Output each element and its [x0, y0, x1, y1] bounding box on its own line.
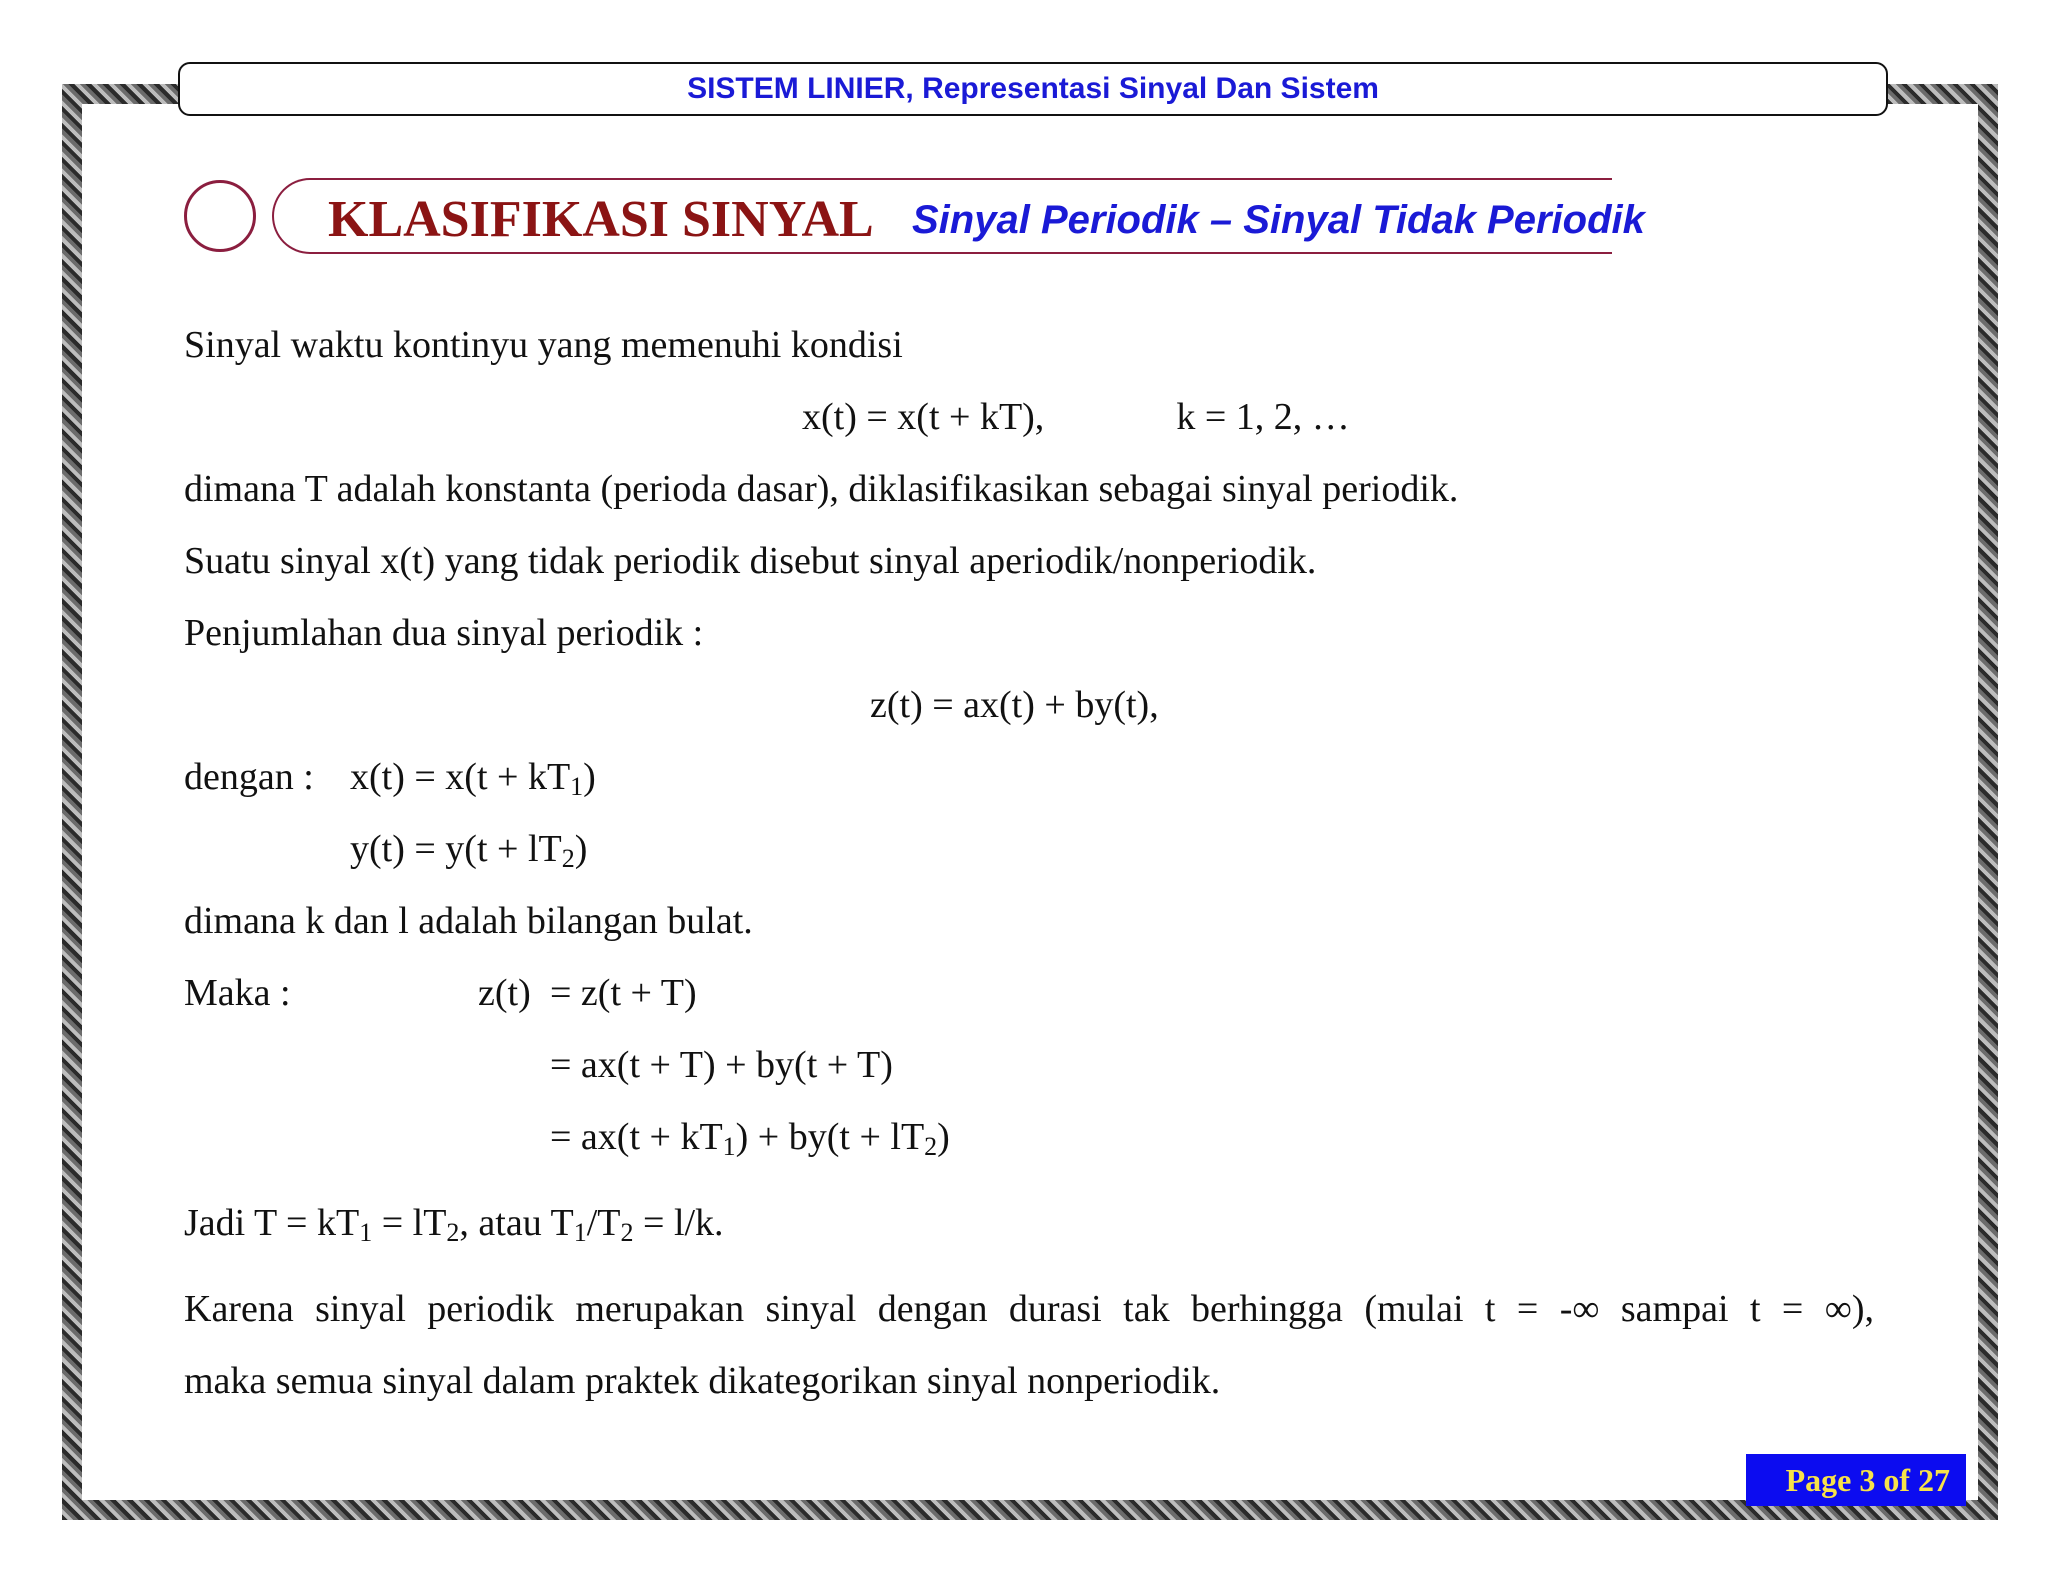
paragraph-3: Suatu sinyal x(t) yang tidak periodik disebut sinyal aperiodik/nonperiodik. — [184, 540, 1317, 582]
paragraph-6-line-2: maka semua sinyal dalam praktek dikategorikan sinyal nonperiodik. — [184, 1360, 1221, 1402]
maka-lhs: z(t) — [478, 972, 531, 1014]
equation-3-part-a: x(t) = x(t + kT — [350, 756, 571, 798]
jadi-line — [184, 1200, 724, 1246]
equation-3-part-b: ) — [583, 756, 596, 798]
jadi-part-c: , atau T — [459, 1202, 574, 1244]
maka-equation-3-sub-1: 1 — [722, 1132, 736, 1161]
paragraph-5: dimana k dan l adalah bilangan bulat. — [184, 900, 753, 942]
maka-equation-3 — [550, 1114, 950, 1160]
equation-4-part-b: ) — [574, 828, 588, 870]
header-bar — [178, 62, 1888, 116]
equation-4-part-a: y(t) = y(t + lT — [350, 828, 562, 870]
dengan-label: dengan : — [184, 756, 314, 798]
section-title: KLASIFIKASI SINYAL — [328, 191, 874, 248]
paragraph-6-line-1: Karena sinyal periodik merupakan sinyal dengan durasi tak berhingga (mulai t = -∞ sampai t = ∞), — [184, 1288, 1874, 1330]
section-subtitle: Sinyal Periodik – Sinyal Tidak Periodik — [912, 198, 1645, 242]
maka-equation-2: = ax(t + T) + by(t + T) — [550, 1044, 893, 1086]
paragraph-4: Penjumlahan dua sinyal periodik : — [184, 612, 704, 654]
jadi-part-a: Jadi T = kT — [184, 1202, 360, 1244]
title-circle-ornament — [184, 180, 256, 252]
jadi-part-d: /T — [586, 1202, 621, 1244]
maka-equation-3-part-c: ) — [937, 1116, 950, 1158]
maka-equation-3-part-a: = ax(t + kT — [550, 1116, 723, 1158]
equation-2: z(t) = ax(t) + by(t), — [870, 684, 1159, 726]
paragraph-2: dimana T adalah konstanta (perioda dasar), diklasifikasikan sebagai sinyal periodik. — [184, 468, 1459, 510]
equation-1-right: k = 1, 2, … — [1176, 396, 1350, 438]
equation-1 — [802, 394, 1350, 440]
maka-equation-3-part-b: ) + by(t + lT — [735, 1116, 925, 1158]
equation-3 — [350, 754, 596, 800]
header-title: SISTEM LINIER, Representasi Sinyal Dan Sistem — [687, 72, 1379, 105]
page-number-badge — [1746, 1454, 1966, 1506]
equation-1-left: x(t) = x(t + kT), — [802, 396, 1045, 438]
paragraph-1: Sinyal waktu kontinyu yang memenuhi kondisi — [184, 324, 903, 366]
jadi-sub-3: 1 — [573, 1218, 587, 1247]
jadi-sub-4: 2 — [620, 1218, 634, 1247]
equation-3-subscript: 1 — [570, 772, 584, 801]
equation-4-subscript: 2 — [561, 844, 575, 873]
maka-equation-3-sub-2: 2 — [924, 1132, 938, 1161]
jadi-sub-2: 2 — [446, 1218, 460, 1247]
jadi-part-e: = l/k. — [633, 1202, 724, 1244]
page-number-text: Page 3 of 27 — [1785, 1461, 1950, 1498]
equation-4 — [350, 826, 587, 872]
maka-label: Maka : — [184, 972, 291, 1014]
jadi-sub-1: 1 — [359, 1218, 373, 1247]
maka-equation-1: = z(t + T) — [550, 972, 697, 1014]
jadi-part-b: = lT — [372, 1202, 447, 1244]
